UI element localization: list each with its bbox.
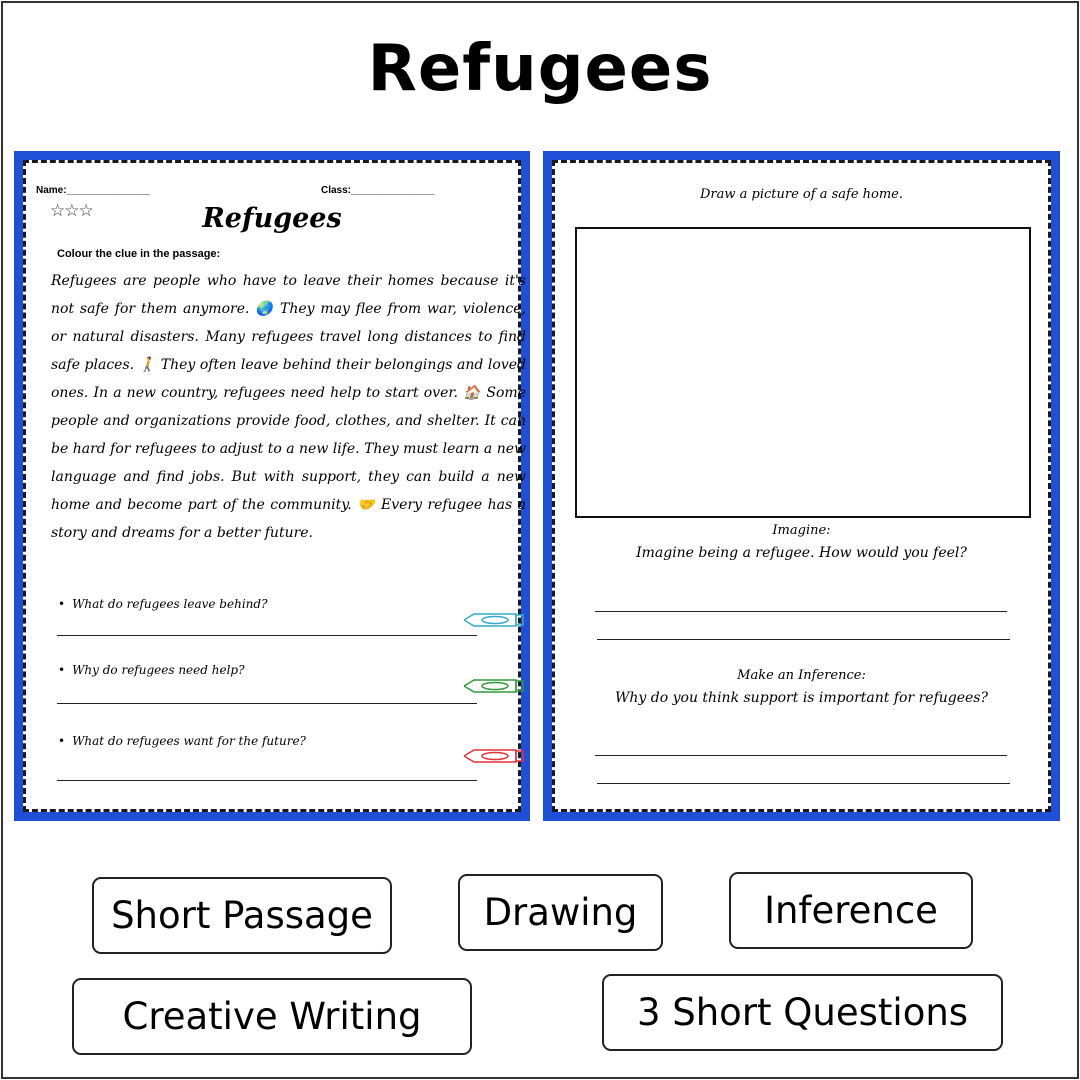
inference-answer-line-1[interactable] (595, 755, 1007, 756)
reading-worksheet-sheet (23, 160, 526, 812)
tag-short-passage: Short Passage (92, 877, 392, 954)
crayon-end (516, 681, 523, 691)
answer-line-3[interactable] (57, 780, 477, 781)
tag-inference: Inference (729, 872, 973, 949)
crayon-icon (464, 679, 524, 693)
name-field[interactable]: Name:_______________ (36, 185, 150, 196)
rating-stars: ☆☆☆ (50, 201, 93, 221)
activity-worksheet-sheet (552, 160, 1051, 812)
inference-prompt: Why do you think support is important for refugees? (615, 690, 988, 706)
reading-passage: Refugees are people who have to leave their homes because it's not safe for them anymore. 🌏 They may flee from war, violence, or natural disasters. Many refugees travel long distances to find safe places. 🚶 They often leave behind their belongings and loved ones. In a new country, refugees need help to start over. 🏠 Some people and organizations provide food, clothes, and shelter. It can be hard for refugees to adjust to a new life. They must learn a new language and find jobs. But with support, they can build a new home and become part of the community. 🤝 Every refugee has a story and dreams for a better future. (51, 273, 526, 541)
inference-heading: Make an Inference: (737, 668, 866, 683)
crayon-icon (464, 749, 524, 763)
instruction-text: Colour the clue in the passage: (57, 248, 221, 260)
crayon-icon (464, 613, 524, 627)
class-field[interactable]: Class:_______________ (321, 185, 435, 196)
page-title: Refugees (367, 32, 713, 106)
worksheet-heading: Refugees (202, 203, 342, 234)
question-1: • What do refugees leave behind? (58, 597, 268, 611)
crayon-label (482, 683, 508, 690)
crayon-label (482, 617, 508, 624)
drawing-box[interactable] (575, 227, 1031, 518)
answer-line-2[interactable] (57, 703, 477, 704)
inference-answer-line-2[interactable] (597, 783, 1010, 784)
tag-short-questions: 3 Short Questions (602, 974, 1003, 1051)
answer-line-1[interactable] (57, 635, 477, 636)
imagine-answer-line-2[interactable] (597, 639, 1010, 640)
activity-worksheet (543, 151, 1060, 821)
question-2: • Why do refugees need help? (58, 663, 245, 677)
tag-drawing: Drawing (458, 874, 663, 951)
draw-caption: Draw a picture of a safe home. (700, 187, 903, 202)
crayon-end (516, 751, 523, 761)
imagine-heading: Imagine: (772, 523, 831, 538)
reading-worksheet (14, 151, 530, 821)
imagine-prompt: Imagine being a refugee. How would you feel? (636, 545, 967, 561)
crayon-label (482, 753, 508, 760)
question-3: • What do refugees want for the future? (58, 734, 306, 748)
crayon-end (516, 615, 523, 625)
tag-creative-writing: Creative Writing (72, 978, 472, 1055)
imagine-answer-line-1[interactable] (595, 611, 1007, 612)
